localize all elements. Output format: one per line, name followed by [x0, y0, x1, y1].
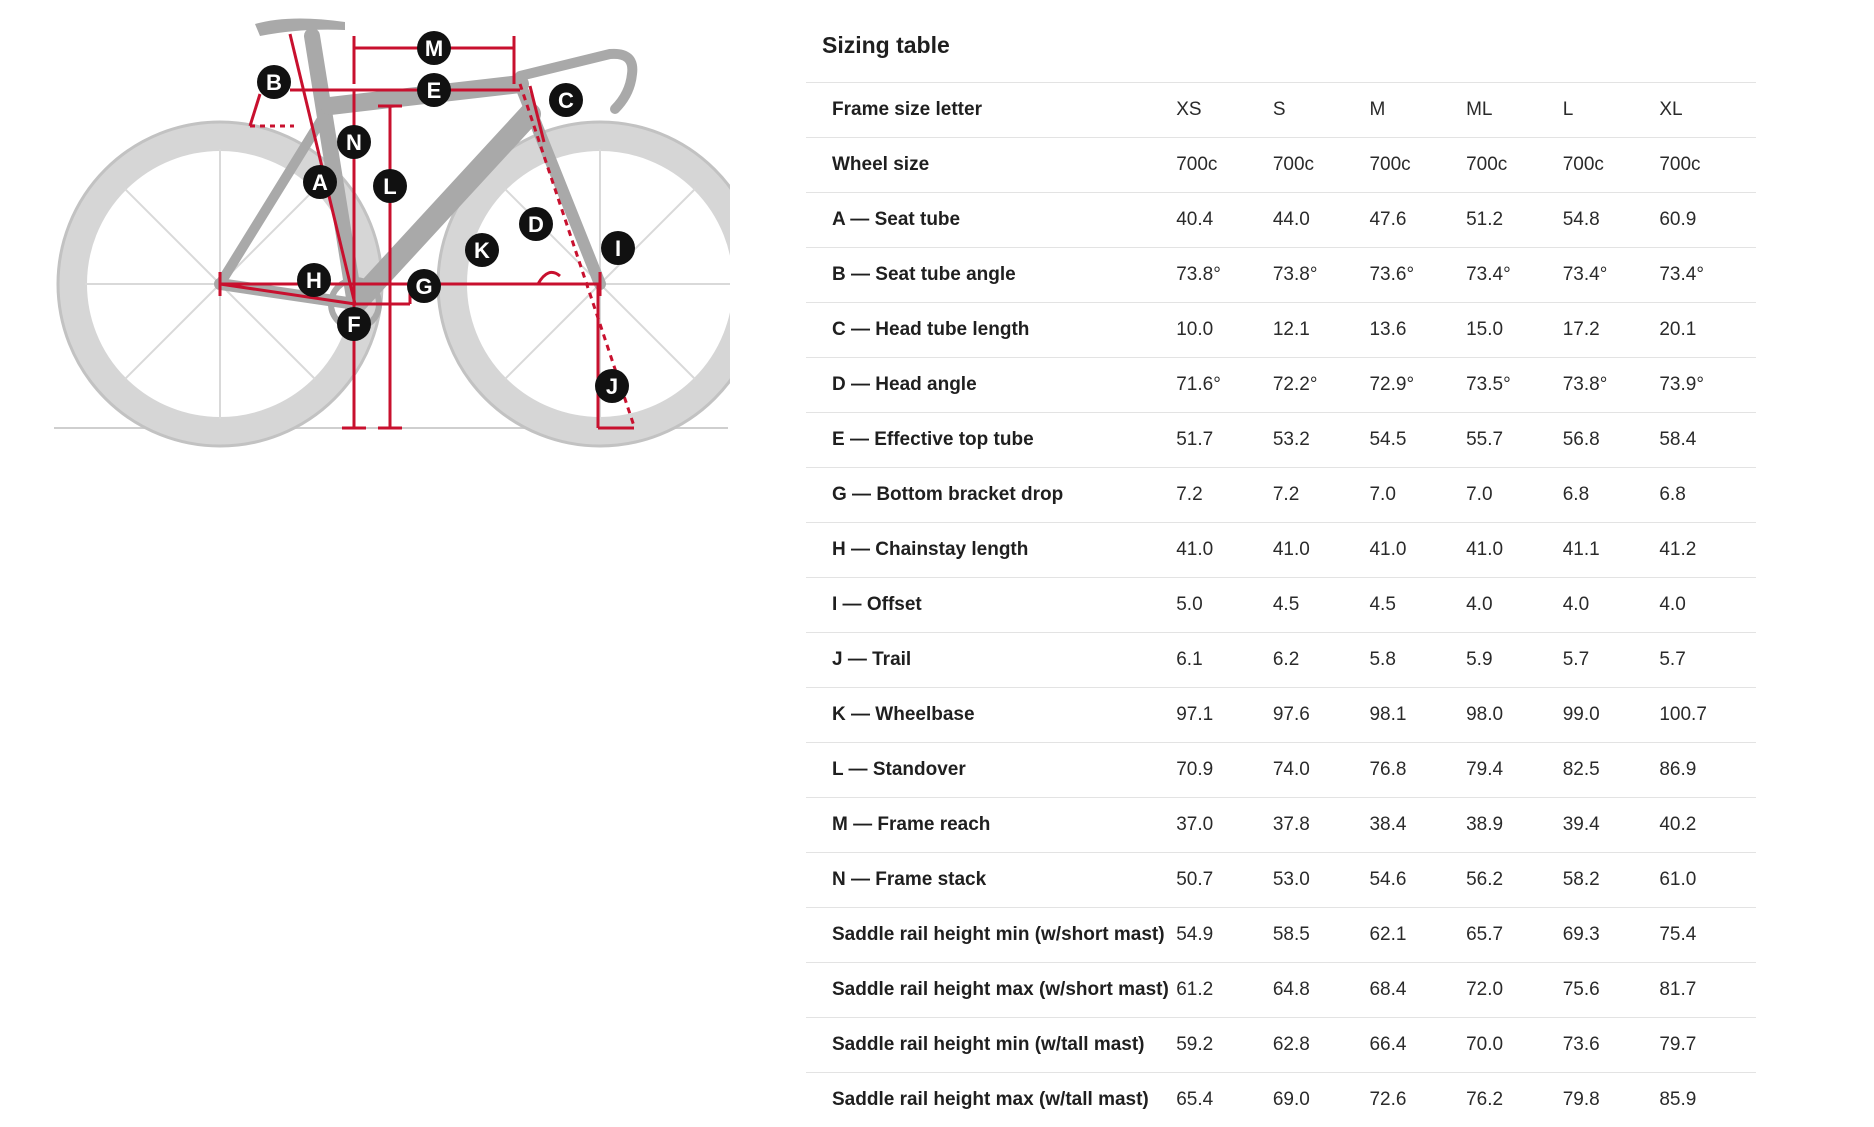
bike-geometry-diagram: [50, 14, 730, 474]
row-value: 62.8: [1273, 1018, 1370, 1073]
row-value: 41.0: [1466, 523, 1563, 578]
row-value: 73.8°: [1273, 248, 1370, 303]
row-value: 68.4: [1369, 963, 1466, 1018]
row-value: 58.5: [1273, 908, 1370, 963]
row-label: J — Trail: [806, 633, 1176, 688]
svg-text:J: J: [606, 374, 618, 399]
marker-n: [337, 125, 371, 159]
header-size: XS: [1176, 83, 1273, 138]
row-value: 74.0: [1273, 743, 1370, 798]
table-row: [806, 468, 1756, 523]
header-size: L: [1563, 83, 1660, 138]
row-value: 69.0: [1273, 1073, 1370, 1127]
header-label: Frame size letter: [806, 83, 1176, 138]
row-label: Saddle rail height max (w/short mast): [806, 963, 1176, 1018]
row-value: 700c: [1369, 138, 1466, 193]
table-row: [806, 908, 1756, 963]
row-value: 79.4: [1466, 743, 1563, 798]
table-row: [806, 798, 1756, 853]
table-row: [806, 358, 1756, 413]
row-label: N — Frame stack: [806, 853, 1176, 908]
row-value: 41.0: [1176, 523, 1273, 578]
row-value: 50.7: [1176, 853, 1273, 908]
svg-text:B: B: [266, 70, 282, 95]
row-value: 82.5: [1563, 743, 1660, 798]
row-value: 51.7: [1176, 413, 1273, 468]
row-value: 58.4: [1659, 413, 1756, 468]
marker-d: [519, 207, 553, 241]
sizing-table: [806, 82, 1756, 1127]
svg-text:D: D: [528, 212, 544, 237]
row-value: 75.4: [1659, 908, 1756, 963]
row-label: G — Bottom bracket drop: [806, 468, 1176, 523]
sizing-table-section: [806, 24, 1756, 1127]
row-value: 7.0: [1369, 468, 1466, 523]
table-row: [806, 578, 1756, 633]
row-label: Saddle rail height min (w/short mast): [806, 908, 1176, 963]
row-value: 66.4: [1369, 1018, 1466, 1073]
marker-b: [257, 65, 291, 99]
row-value: 13.6: [1369, 303, 1466, 358]
row-value: 53.0: [1273, 853, 1370, 908]
marker-m: [417, 31, 451, 65]
row-label: A — Seat tube: [806, 193, 1176, 248]
row-value: 700c: [1563, 138, 1660, 193]
header-size: ML: [1466, 83, 1563, 138]
row-value: 70.9: [1176, 743, 1273, 798]
row-value: 39.4: [1563, 798, 1660, 853]
table-row: [806, 193, 1756, 248]
row-value: 5.0: [1176, 578, 1273, 633]
row-value: 38.4: [1369, 798, 1466, 853]
svg-text:H: H: [306, 268, 322, 293]
row-label: C — Head tube length: [806, 303, 1176, 358]
row-value: 58.2: [1563, 853, 1660, 908]
row-value: 41.1: [1563, 523, 1660, 578]
row-value: 54.5: [1369, 413, 1466, 468]
svg-text:G: G: [415, 274, 432, 299]
table-row: [806, 963, 1756, 1018]
row-value: 73.8°: [1176, 248, 1273, 303]
table-row: [806, 138, 1756, 193]
marker-k: [465, 233, 499, 267]
svg-text:N: N: [346, 130, 362, 155]
marker-j: [595, 369, 629, 403]
row-value: 79.8: [1563, 1073, 1660, 1127]
row-label: B — Seat tube angle: [806, 248, 1176, 303]
marker-c: [549, 83, 583, 117]
row-value: 65.7: [1466, 908, 1563, 963]
row-label: D — Head angle: [806, 358, 1176, 413]
row-value: 41.0: [1273, 523, 1370, 578]
row-value: 76.2: [1466, 1073, 1563, 1127]
svg-text:F: F: [347, 312, 360, 337]
marker-i: [601, 231, 635, 265]
table-row: [806, 633, 1756, 688]
row-value: 12.1: [1273, 303, 1370, 358]
row-value: 6.8: [1563, 468, 1660, 523]
row-value: 73.5°: [1466, 358, 1563, 413]
row-value: 6.8: [1659, 468, 1756, 523]
row-value: 15.0: [1466, 303, 1563, 358]
marker-a: [303, 165, 337, 199]
row-value: 4.0: [1563, 578, 1660, 633]
row-value: 97.6: [1273, 688, 1370, 743]
row-label: K — Wheelbase: [806, 688, 1176, 743]
row-value: 72.0: [1466, 963, 1563, 1018]
row-value: 4.5: [1273, 578, 1370, 633]
row-value: 72.6: [1369, 1073, 1466, 1127]
svg-text:A: A: [312, 170, 328, 195]
row-value: 73.4°: [1659, 248, 1756, 303]
marker-f: [337, 307, 371, 341]
table-row: [806, 1073, 1756, 1127]
row-value: 7.2: [1176, 468, 1273, 523]
header-size: M: [1369, 83, 1466, 138]
row-value: 700c: [1176, 138, 1273, 193]
row-value: 56.2: [1466, 853, 1563, 908]
row-value: 37.0: [1176, 798, 1273, 853]
row-value: 99.0: [1563, 688, 1660, 743]
row-value: 72.2°: [1273, 358, 1370, 413]
marker-e: [417, 73, 451, 107]
row-value: 5.9: [1466, 633, 1563, 688]
row-value: 53.2: [1273, 413, 1370, 468]
bike-illustration: [54, 18, 730, 446]
row-value: 72.9°: [1369, 358, 1466, 413]
svg-text:K: K: [474, 238, 490, 263]
row-value: 700c: [1273, 138, 1370, 193]
row-value: 5.8: [1369, 633, 1466, 688]
table-row: [806, 523, 1756, 578]
row-value: 54.6: [1369, 853, 1466, 908]
row-value: 20.1: [1659, 303, 1756, 358]
row-value: 7.2: [1273, 468, 1370, 523]
table-row: [806, 413, 1756, 468]
row-label: M — Frame reach: [806, 798, 1176, 853]
row-label: Saddle rail height max (w/tall mast): [806, 1073, 1176, 1127]
row-value: 59.2: [1176, 1018, 1273, 1073]
row-value: 5.7: [1659, 633, 1756, 688]
marker-g: [407, 269, 441, 303]
row-value: 64.8: [1273, 963, 1370, 1018]
row-value: 62.1: [1369, 908, 1466, 963]
row-value: 47.6: [1369, 193, 1466, 248]
row-value: 85.9: [1659, 1073, 1756, 1127]
row-value: 4.0: [1659, 578, 1756, 633]
row-value: 69.3: [1563, 908, 1660, 963]
row-value: 17.2: [1563, 303, 1660, 358]
row-value: 76.8: [1369, 743, 1466, 798]
table-row: [806, 853, 1756, 908]
marker-l: [373, 169, 407, 203]
row-value: 73.4°: [1563, 248, 1660, 303]
svg-text:M: M: [425, 36, 443, 61]
header-size: S: [1273, 83, 1370, 138]
row-value: 86.9: [1659, 743, 1756, 798]
row-value: 75.6: [1563, 963, 1660, 1018]
row-value: 38.9: [1466, 798, 1563, 853]
table-row: [806, 248, 1756, 303]
row-value: 10.0: [1176, 303, 1273, 358]
row-value: 6.2: [1273, 633, 1370, 688]
row-value: 65.4: [1176, 1073, 1273, 1127]
table-row: [806, 1018, 1756, 1073]
table-row: [806, 743, 1756, 798]
row-value: 700c: [1659, 138, 1756, 193]
row-value: 40.2: [1659, 798, 1756, 853]
table-title: Sizing table: [822, 24, 1756, 82]
row-value: 4.0: [1466, 578, 1563, 633]
row-value: 56.8: [1563, 413, 1660, 468]
row-value: 40.4: [1176, 193, 1273, 248]
row-value: 54.8: [1563, 193, 1660, 248]
row-value: 60.9: [1659, 193, 1756, 248]
row-value: 37.8: [1273, 798, 1370, 853]
header-size: XL: [1659, 83, 1756, 138]
row-value: 81.7: [1659, 963, 1756, 1018]
row-label: L — Standover: [806, 743, 1176, 798]
svg-text:L: L: [383, 174, 396, 199]
row-value: 4.5: [1369, 578, 1466, 633]
row-label: I — Offset: [806, 578, 1176, 633]
row-value: 5.7: [1563, 633, 1660, 688]
row-value: 79.7: [1659, 1018, 1756, 1073]
row-value: 73.6°: [1369, 248, 1466, 303]
row-value: 44.0: [1273, 193, 1370, 248]
row-value: 54.9: [1176, 908, 1273, 963]
svg-text:C: C: [558, 88, 574, 113]
row-value: 98.0: [1466, 688, 1563, 743]
row-value: 73.4°: [1466, 248, 1563, 303]
table-row: [806, 688, 1756, 743]
row-value: 51.2: [1466, 193, 1563, 248]
svg-text:I: I: [615, 236, 621, 261]
marker-h: [297, 263, 331, 297]
row-value: 73.6: [1563, 1018, 1660, 1073]
table-body: [806, 138, 1756, 1127]
row-value: 61.0: [1659, 853, 1756, 908]
row-label: E — Effective top tube: [806, 413, 1176, 468]
row-value: 70.0: [1466, 1018, 1563, 1073]
row-value: 98.1: [1369, 688, 1466, 743]
row-value: 73.8°: [1563, 358, 1660, 413]
row-value: 41.0: [1369, 523, 1466, 578]
row-value: 6.1: [1176, 633, 1273, 688]
table-header-row: [806, 83, 1756, 138]
table-row: [806, 303, 1756, 358]
row-value: 41.2: [1659, 523, 1756, 578]
row-label: Saddle rail height min (w/tall mast): [806, 1018, 1176, 1073]
svg-text:E: E: [427, 78, 442, 103]
row-value: 7.0: [1466, 468, 1563, 523]
row-value: 100.7: [1659, 688, 1756, 743]
row-value: 71.6°: [1176, 358, 1273, 413]
row-value: 61.2: [1176, 963, 1273, 1018]
row-value: 73.9°: [1659, 358, 1756, 413]
row-label: Wheel size: [806, 138, 1176, 193]
row-value: 700c: [1466, 138, 1563, 193]
row-label: H — Chainstay length: [806, 523, 1176, 578]
row-value: 97.1: [1176, 688, 1273, 743]
row-value: 55.7: [1466, 413, 1563, 468]
